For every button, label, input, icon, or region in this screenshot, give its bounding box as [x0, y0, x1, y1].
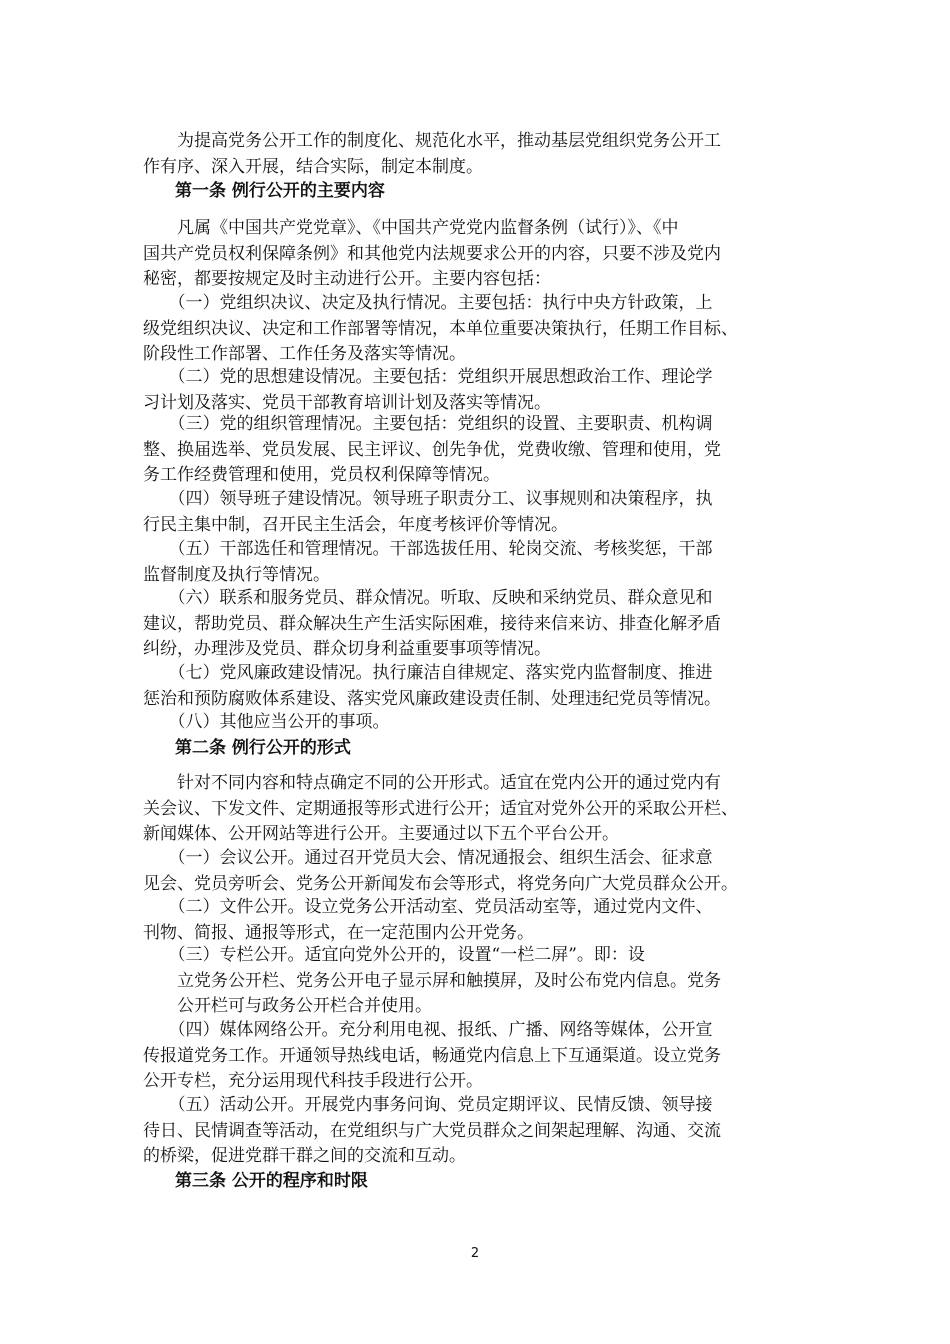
text-line: 凡属《中国共产党党章》、《中国共产党党内监督条例（试行）》、《中	[143, 218, 679, 238]
text-line: 公开栏可与政务公开栏合并使用。	[143, 996, 432, 1016]
text-line: 作有序、深入开展，结合实际，制定本制度。	[143, 156, 483, 177]
article-2-item-1	[143, 846, 803, 897]
text-line: 秘密，都要按规定及时主动进行公开。主要内容包括：	[143, 269, 551, 289]
text-line: 针对不同内容和特点确定不同的公开形式。适宜在党内公开的通过党内有	[143, 773, 721, 793]
text-line: （五）干部选任和管理情况。干部选拔任用、轮岗交流、考核奖惩，干部	[143, 539, 713, 559]
text-line: 公开专栏，充分运用现代科技手段进行公开。	[143, 1071, 483, 1091]
article-2-item-2	[143, 895, 803, 946]
text-line: 待日、民情调查等活动，在党组织与广大党员群众之间架起理解、沟通、交流	[143, 1120, 721, 1141]
text-line: 为提高党务公开工作的制度化、规范化水平，推动基层党组织党务公开工	[143, 131, 721, 151]
article-1-item-5	[143, 537, 803, 588]
page-number: 2	[470, 1246, 480, 1261]
article-1-item-2	[143, 365, 803, 416]
text-line: （二）文件公开。设立党务公开活动室、党员活动室等，通过党内文件、	[143, 897, 713, 917]
article-2-item-5	[143, 1093, 803, 1170]
intro-paragraph	[143, 129, 803, 180]
text-line: 建议，帮助党员、群众解决生产生活实际困难，接待来信来访、排查化解矛盾	[143, 613, 721, 634]
text-line: （八）其他应当公开的事项。	[143, 712, 390, 732]
article-3-heading: 第三条 公开的程序和时限	[175, 1171, 368, 1191]
article-1-item-6	[143, 586, 803, 663]
text-line: （七）党风廉政建设情况。执行廉洁自律规定、落实党内监督制度、推进	[143, 663, 713, 683]
text-line: 关会议、下发文件、定期通报等形式进行公开；适宜对党外公开的采取公开栏、	[143, 798, 738, 819]
text-line: （一）党组织决议、决定及执行情况。主要包括：执行中央方针政策，上	[143, 293, 713, 313]
text-line: 的桥梁，促进党群干群之间的交流和互动。	[143, 1146, 466, 1166]
article-1-lead	[143, 216, 803, 293]
article-2-item-3	[143, 943, 803, 1020]
text-line: 阶段性工作部署、工作任务及落实等情况。	[143, 344, 466, 364]
text-line: （四）媒体网络公开。充分利用电视、报纸、广播、网络等媒体，公开宣	[143, 1020, 713, 1040]
text-line: 行民主集中制，召开民主生活会，年度考核评价等情况。	[143, 514, 568, 535]
text-line: （三）党的组织管理情况。主要包括：党组织的设置、主要职责、机构调	[143, 414, 713, 434]
text-line: 务工作经费管理和使用，党员权利保障等情况。	[143, 465, 500, 485]
article-1-heading: 第一条 例行公开的主要内容	[175, 181, 385, 201]
text-line: 整、换届选举、党员发展、民主评议、创先争优，党费收缴、管理和使用，党	[143, 439, 721, 460]
text-line: 纠纷，办理涉及党员、群众切身利益重要事项等情况。	[143, 639, 551, 659]
text-line: 级党组织决议、决定和工作部署等情况，本单位重要决策执行，任期工作目标、	[143, 318, 738, 339]
article-2-lead	[143, 771, 803, 848]
article-1-item-1	[143, 291, 803, 368]
text-line: 新闻媒体、公开网站等进行公开。主要通过以下五个平台公开。	[143, 824, 619, 844]
text-line: 见会、党员旁听会、党务公开新闻发布会等形式，将党务向广大党员群众公开。	[143, 873, 738, 894]
article-2-item-4	[143, 1018, 803, 1095]
article-1-item-8	[143, 710, 803, 736]
article-1-item-7	[143, 661, 803, 712]
text-line: 传报道党务工作。开通领导热线电话，畅通党内信息上下互通渠道。设立党务	[143, 1045, 721, 1066]
text-line: （五）活动公开。开展党内事务问询、党员定期评议、民情反馈、领导接	[143, 1095, 713, 1115]
article-2-heading: 第二条 例行公开的形式	[175, 738, 351, 758]
text-line: （一）会议公开。通过召开党员大会、情况通报会、组织生活会、征求意	[143, 848, 713, 868]
text-line: （六）联系和服务党员、群众情况。听取、反映和采纳党员、群众意见和	[143, 588, 713, 608]
text-line: 刊物、简报、通报等形式，在一定范围内公开党务。	[143, 922, 534, 943]
text-line: （三）专栏公开。适宜向党外公开的，设置“一栏二屏”。即：设	[143, 945, 645, 965]
text-line: （四）领导班子建设情况。领导班子职责分工、议事规则和决策程序，执	[143, 489, 713, 509]
text-line: 监督制度及执行等情况。	[143, 564, 330, 585]
article-1-item-4	[143, 487, 803, 538]
text-line: （二）党的思想建设情况。主要包括：党组织开展思想政治工作、理论学	[143, 367, 713, 387]
text-line: 惩治和预防腐败体系建设、落实党风廉政建设责任制、处理违纪党员等情况。	[143, 688, 721, 709]
text-line: 国共产党员权利保障条例》和其他党内法规要求公开的内容，只要不涉及党内	[143, 243, 721, 264]
text-line: 习计划及落实、党员干部教育培训计划及落实等情况。	[143, 392, 551, 413]
article-1-item-3	[143, 412, 803, 489]
text-line: 立党务公开栏、党务公开电子显示屏和触摸屏，及时公布党内信息。党务	[143, 970, 721, 991]
